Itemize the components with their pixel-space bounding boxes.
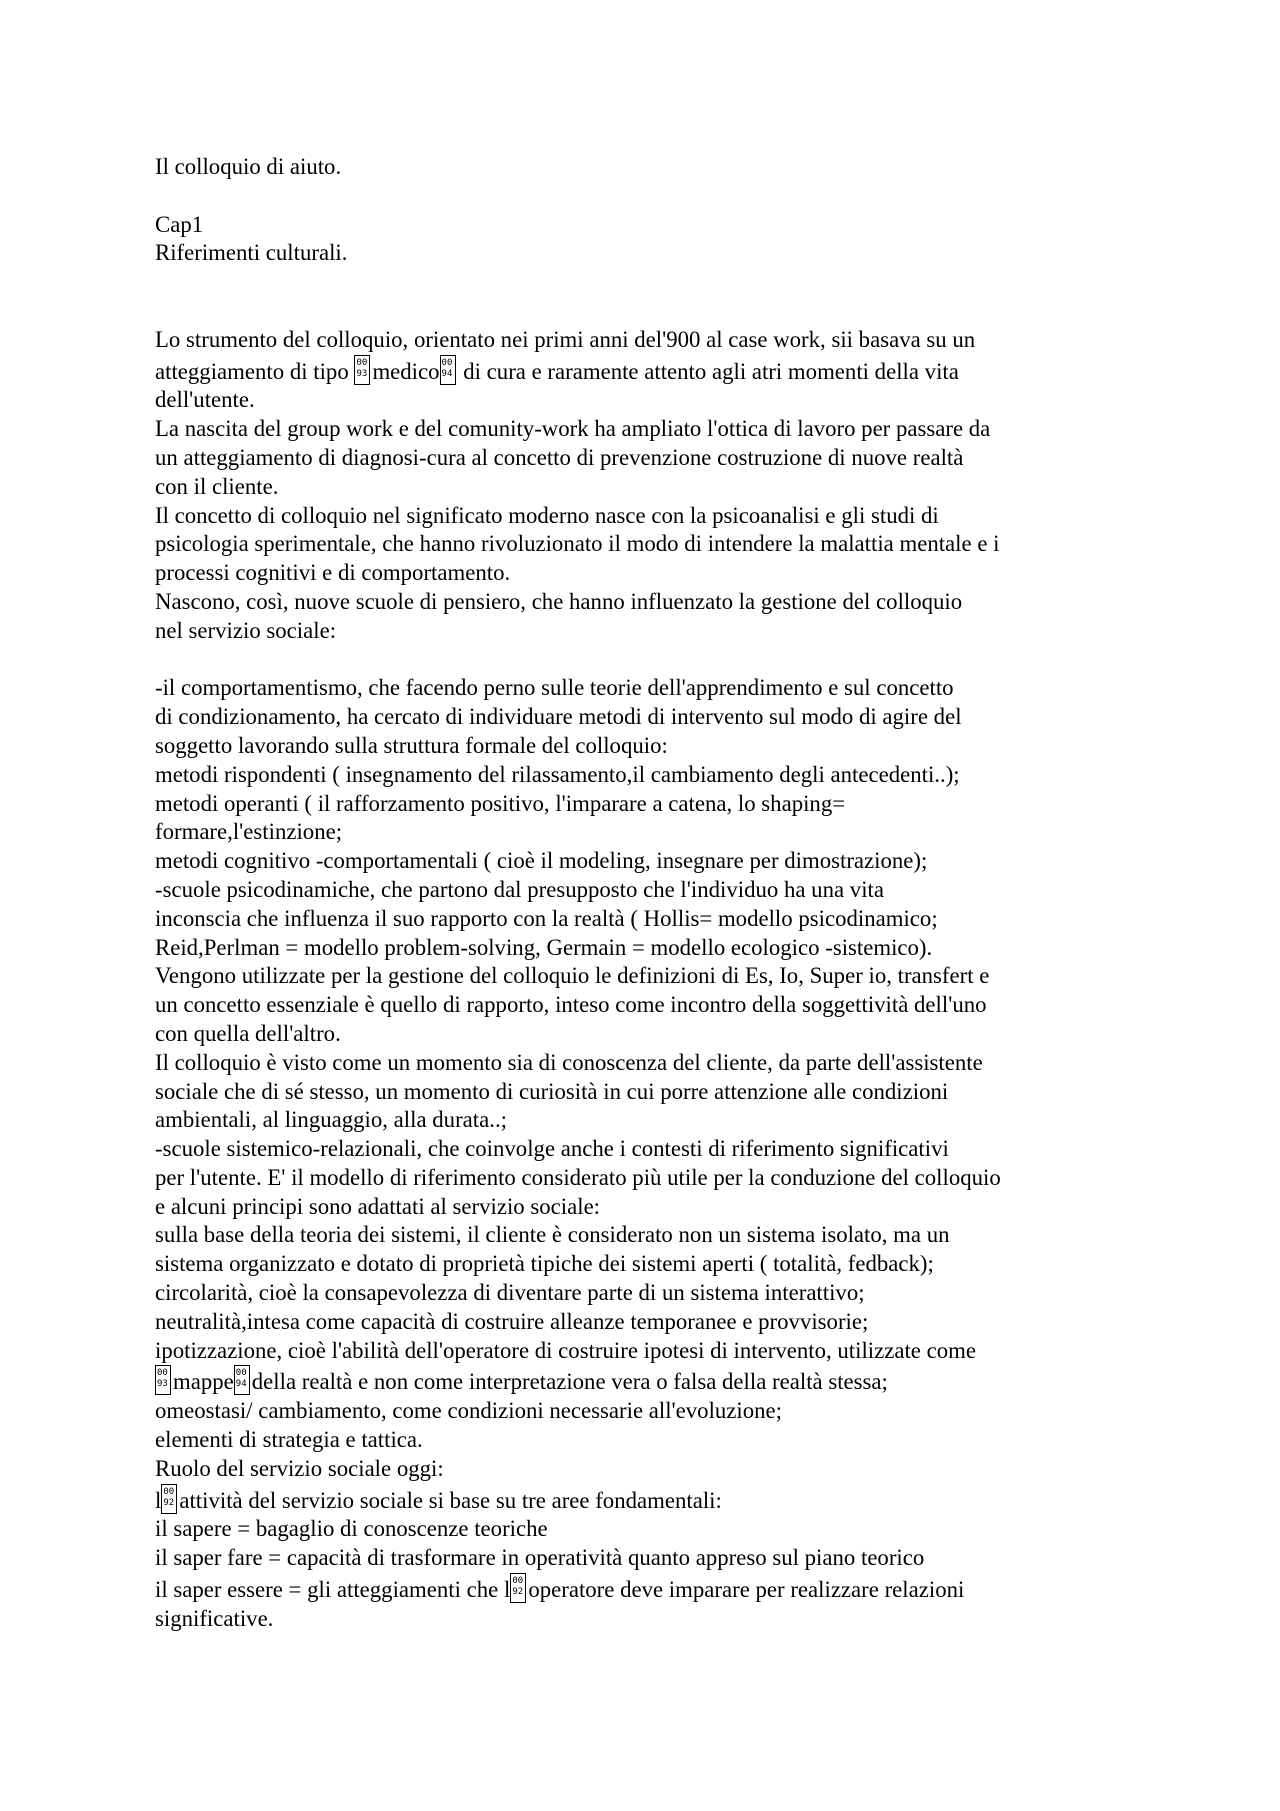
text-line: sistema organizzato e dotato di proprietà tipiche dei sistemi aperti ( totalità, fedback);: [155, 1251, 934, 1277]
text-line: dell'utente.: [155, 387, 255, 413]
text-fragment: della realtà e non come interpretazione vera o falsa della realtà stessa;: [251, 1369, 888, 1395]
document-page: [155, 153, 1155, 1634]
text-fragment: atteggiamento di tipo: [155, 358, 355, 384]
text-line: [155, 1484, 1155, 1516]
text-line: Lo strumento del colloquio, orientato nei primi anni del'900 al case work, sii basava su un: [155, 326, 976, 352]
text-line: un concetto essenziale è quello di rapporto, inteso come incontro della soggettività dell'uno: [155, 992, 987, 1018]
text-line: -scuole sistemico-relazionali, che coinvolge anche i contesti di riferimento significativi: [155, 1136, 949, 1162]
text-line: Ruolo del servizio sociale oggi:: [155, 1455, 444, 1481]
text-fragment: il saper essere = gli atteggiamenti che l: [155, 1577, 511, 1603]
text-line: il sapere = bagaglio di conoscenze teoriche: [155, 1516, 548, 1542]
text-line: formare,l'estinzione;: [155, 819, 343, 845]
text-line: [155, 1365, 1155, 1397]
text-line: sociale che di sé stesso, un momento di curiosità in cui porre attenzione alle condizioni: [155, 1078, 949, 1104]
text-fragment: mappe: [173, 1369, 234, 1395]
text-fragment: di cura e raramente attento agli atri momenti della vita: [457, 358, 959, 384]
missing-glyph-box: [354, 355, 370, 385]
text-line: metodi rispondenti ( insegnamento del rilassamento,il cambiamento degli antecedenti..);: [155, 761, 960, 787]
text-line: metodi operanti ( il rafforzamento positivo, l'imparare a catena, lo shaping=: [155, 790, 846, 816]
text-line: circolarità, cioè la consapevolezza di diventare parte di un sistema interattivo;: [155, 1280, 865, 1306]
text-line: e alcuni principi sono adattati al servizio sociale:: [155, 1193, 601, 1219]
text-fragment: l: [155, 1487, 162, 1513]
text-line: Nascono, così, nuove scuole di pensiero, che hanno influenzato la gestione del colloquio: [155, 588, 963, 614]
blank-line: [155, 646, 1155, 675]
text-line: omeostasi/ cambiamento, come condizioni necessarie all'evoluzione;: [155, 1398, 783, 1424]
blank-line: [155, 268, 1155, 326]
text-line: processi cognitivi e di comportamento.: [155, 560, 511, 586]
text-line: [155, 355, 1155, 387]
text-line: nel servizio sociale:: [155, 617, 337, 643]
text-line: -il comportamentismo, che facendo perno sulle teorie dell'apprendimento e sul concetto: [155, 675, 954, 701]
text-fragment: operatore deve imparare per realizzare relazioni: [528, 1577, 965, 1603]
document-title: Il colloquio di aiuto.: [155, 154, 342, 179]
text-line: [155, 1573, 1155, 1605]
text-line: il saper fare = capacità di trasformare in operatività quanto appreso sul piano teorico: [155, 1545, 925, 1571]
text-line: soggetto lavorando sulla struttura formale del colloquio:: [155, 732, 668, 758]
text-line: con il cliente.: [155, 473, 279, 499]
missing-glyph-box: [234, 1365, 250, 1395]
blank-line: [155, 182, 1155, 211]
text-line: significative.: [155, 1605, 274, 1631]
text-line: sulla base della teoria dei sistemi, il cliente è considerato non un sistema isolato, ma un: [155, 1222, 950, 1248]
text-line: Reid,Perlman = modello problem-solving, Germain = modello ecologico -sistemico).: [155, 934, 933, 960]
text-line: con quella dell'altro.: [155, 1020, 341, 1046]
missing-glyph-box: [155, 1365, 171, 1395]
missing-glyph-box: [161, 1484, 177, 1514]
text-line: per l'utente. E' il modello di riferimento considerato più utile per la conduzione del colloquio: [155, 1164, 1001, 1190]
text-line: Il colloquio è visto come un momento sia di conoscenza del cliente, da parte dell'assistente: [155, 1049, 983, 1075]
chapter-title: Riferimenti culturali.: [155, 240, 348, 266]
text-line: di condizionamento, ha cercato di individuare metodi di intervento sul modo di agire del: [155, 704, 962, 730]
missing-glyph-box: [440, 355, 456, 385]
missing-glyph-box: [510, 1573, 526, 1603]
text-line: La nascita del group work e del comunity-work ha ampliato l'ottica di lavoro per passare da: [155, 416, 991, 442]
text-line: metodi cognitivo -comportamentali ( cioè il modeling, insegnare per dimostrazione);: [155, 848, 928, 874]
text-line: Vengono utilizzate per la gestione del colloquio le definizioni di Es, Io, Super io, transfert e: [155, 963, 990, 989]
text-line: ipotizzazione, cioè l'abilità dell'operatore di costruire ipotesi di intervento, utilizzate come: [155, 1337, 976, 1363]
text-line: un atteggiamento di diagnosi-cura al concetto di prevenzione costruzione di nuove realtà: [155, 444, 964, 470]
text-line: neutralità,intesa come capacità di costruire alleanze temporanee e provvisorie;: [155, 1308, 869, 1334]
text-line: psicologia sperimentale, che hanno rivoluzionato il modo di intendere la malattia mentale e i: [155, 531, 1000, 557]
text-line: elementi di strategia e tattica.: [155, 1427, 423, 1453]
chapter-number: Cap1: [155, 211, 204, 237]
text-line: -scuole psicodinamiche, che partono dal presupposto che l'individuo ha una vita: [155, 876, 884, 902]
text-fragment: medico: [372, 358, 440, 384]
text-line: ambientali, al linguaggio, alla durata..;: [155, 1107, 507, 1133]
text-line: Il concetto di colloquio nel significato moderno nasce con la psicoanalisi e gli studi di: [155, 502, 939, 528]
text-line: inconscia che influenza il suo rapporto con la realtà ( Hollis= modello psicodinamico;: [155, 905, 938, 931]
text-fragment: attività del servizio sociale si base su tre aree fondamentali:: [179, 1487, 722, 1513]
